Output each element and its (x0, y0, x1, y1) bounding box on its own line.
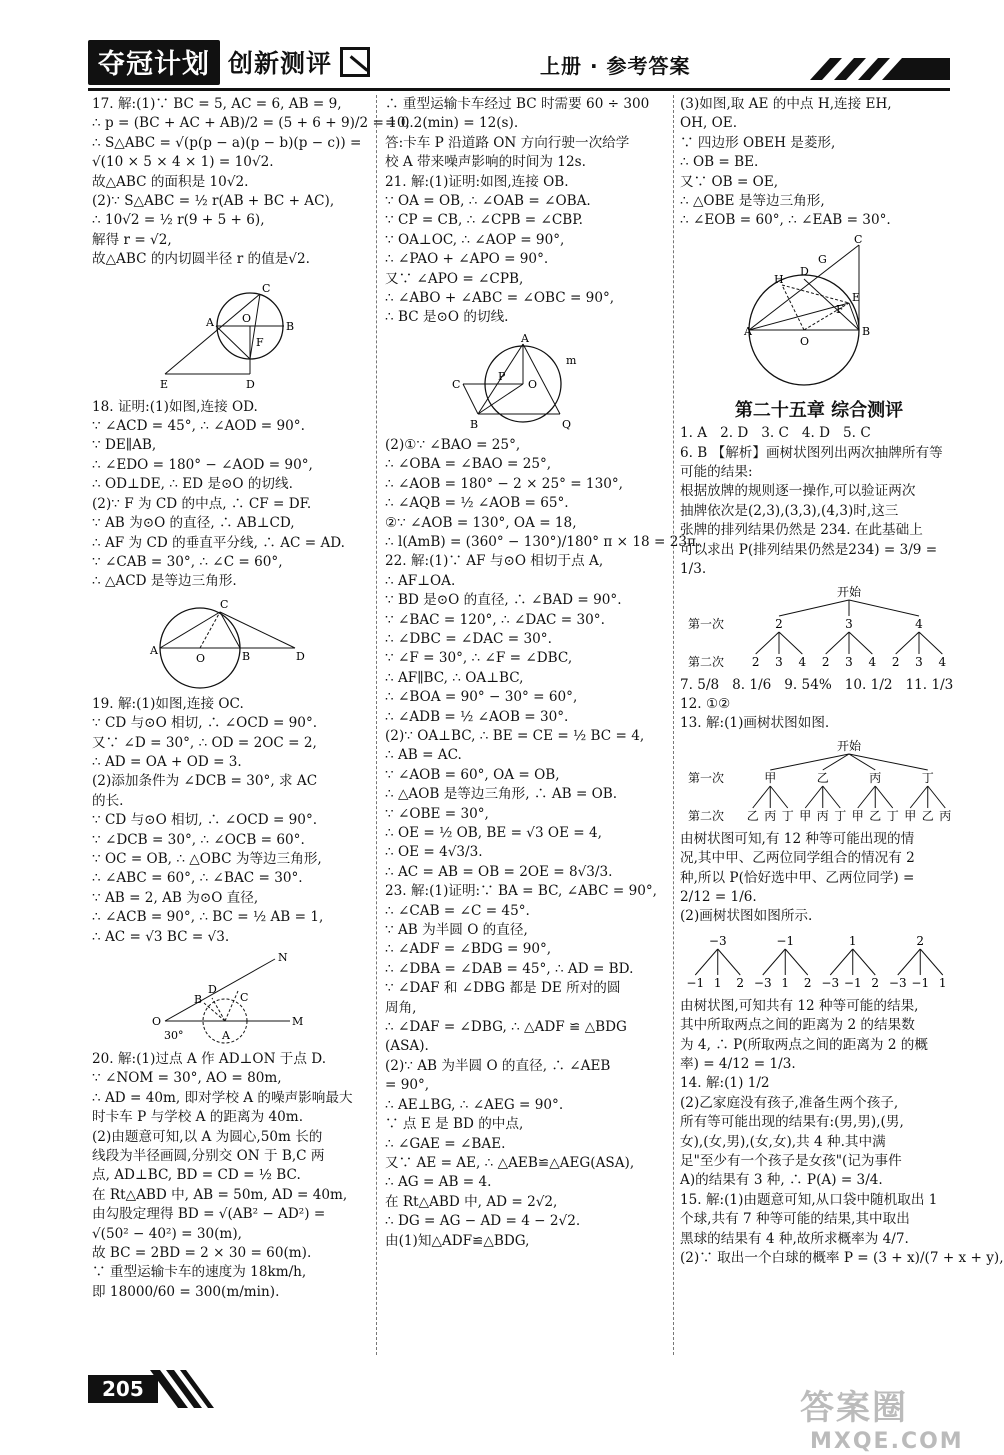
text-line: 为 4, ∴ P(所取两点之间的距离为 2 的概 (680, 1036, 928, 1053)
tree-node-label: 3 (845, 616, 853, 631)
text-line: 由(1)知△ADF≌△BDG, (385, 1232, 530, 1249)
text-line: 2/12 = 1/6. (680, 888, 757, 905)
text-line: (2)∵ S△ABC = ½ r(AB + BC + AC), (92, 193, 335, 210)
tree-node-label: 3 (845, 654, 853, 669)
text-line: ∵ ∠ACD = 45°, ∴ ∠AOD = 90°. (92, 418, 305, 435)
tree-diagram-2 (684, 738, 954, 826)
tree-node-label: 2 (891, 654, 900, 669)
tree-node-label: 乙 (816, 770, 829, 785)
fig-label: G (818, 252, 827, 266)
text-line: 校 A 带来噪声影响的时间为 12s. (385, 154, 586, 171)
fig-label: D (245, 377, 255, 391)
text-line: ∵ ∠DAF 和 ∠DBG 都是 DE 所对的圆 (385, 980, 621, 997)
text-line: ∵ AB = 2, AB 为⊙O 直径, (92, 889, 259, 906)
fig-label: O (195, 651, 205, 665)
text-line: (2)①∵ ∠BAO = 25°, (385, 436, 521, 453)
text-line: 率) = 4/12 = 1/3. (680, 1055, 796, 1072)
text-line: ∵ ∠F = 30°, ∴ ∠F = ∠DBC, (385, 650, 573, 667)
text-line: ∴ ∠BOA = 90° − 30° = 60°, (385, 689, 578, 706)
tree-node-label: 1 (848, 933, 857, 948)
text-line: (2)∵ OA⊥BC, ∴ BE = CE = ½ BC = 4, (385, 727, 645, 744)
tree-node-label: 4 (915, 616, 923, 631)
text-line: ∴ ∠ADB = ½ ∠AOB = 30°. (385, 708, 569, 725)
text-line: ∵ ∠DCB = 30°, ∴ ∠OCB = 60°. (92, 831, 305, 848)
text-line: ∴ AF⊥OA. (385, 572, 456, 589)
tree-node-label: 4 (868, 654, 877, 669)
text-line: 即 18000/60 = 300(m/min). (92, 1283, 280, 1300)
tree-node-label: 开始 (836, 584, 862, 599)
text-line: ∴ AD = OA + OD = 3. (92, 753, 242, 770)
text-line: ∴ ∠EOB = 60°, ∴ ∠EAB = 30°. (680, 212, 891, 229)
figure-19 (150, 596, 310, 691)
text-line: ∴ △ACD 是等边三角形. (92, 573, 237, 590)
tree-branch (849, 632, 872, 654)
tree-node-label: 甲 (799, 808, 812, 823)
figure-23 (744, 232, 894, 395)
fig-label: C (219, 597, 228, 611)
text-line: ∵ CP = CB, ∴ ∠CPB = ∠CBP. (385, 212, 584, 229)
text-line: 7. 5/8 8. 1/6 9. 54% 10. 1/2 11. 1/3 (680, 676, 954, 693)
header-stripes-decoration (790, 58, 950, 80)
tree-branch (896, 632, 919, 654)
fig-label: O (151, 1015, 161, 1028)
text-line: 6. B 【解析】画树状图列出两次抽牌所有等 (680, 444, 943, 461)
text-line: 其中所取两点之间的距离为 2 的结果数 (680, 1017, 915, 1034)
tree-node-label: 第一次 (687, 616, 725, 631)
text-line: ∴ AE⊥BG, ∴ ∠AEG = 90°. (385, 1096, 564, 1113)
tree-node-label: 开始 (836, 738, 862, 753)
text-line: 18. 证明:(1)如图,连接 OD. (92, 398, 258, 415)
text-line: 20. 解:(1)过点 A 作 AD⊥ON 于点 D. (92, 1051, 327, 1067)
tree-node-label: 4 (938, 654, 947, 669)
text-line: ∴ S△ABC = √(p(p − a)(p − b)(p − c)) = (92, 134, 362, 151)
text-line: ∴ △AOB 是等边三角形, ∴ AB = OB. (385, 786, 618, 803)
text-line: (ASA). (385, 1038, 429, 1055)
text-line: ∵ CD 与⊙O 相切, ∴ ∠OCD = 90°. (92, 715, 318, 732)
text-line: ∵ ∠NOM = 30°, AO = 80m, (92, 1070, 282, 1087)
text-line: 的长. (92, 792, 124, 809)
text-line: ∵ CD 与⊙O 相切, ∴ ∠OCD = 90°. (92, 812, 318, 829)
tree-node-label: 丙 (764, 808, 777, 823)
text-line: 14. 解:(1) 1/2 (680, 1075, 770, 1092)
text-line: ∴ 重型运输卡车经过 BC 时需要 60 ÷ 300 (385, 96, 650, 112)
text-line: 17. 解:(1)∵ BC = 5, AC = 6, AB = 9, (92, 96, 342, 112)
text-line: 1. A 2. D 3. C 4. D 5. C (680, 425, 871, 442)
tree-branch (920, 949, 943, 975)
text-line: 个球,共有 7 种等可能的结果,其中取出 (680, 1211, 910, 1228)
fig-label: M (291, 1015, 303, 1028)
fig-label: E (852, 290, 861, 304)
text-line: 由树状图可知,有 12 种等可能出现的情 (680, 830, 915, 847)
text-line: (2)∵ AB 为半圆 O 的直径, ∴ ∠AEB (385, 1057, 611, 1074)
text-line: ∵ AB 为半圆 O 的直径, (385, 922, 528, 939)
tree-branch (779, 632, 802, 654)
column-divider (673, 95, 674, 1355)
text-line: 故△ABC 的内切圆半径 r 的值是√2. (92, 251, 310, 268)
tree-branch (695, 949, 718, 975)
tree-node-label: 丙 (816, 808, 829, 823)
text-line: ∴ OE = 4√3/3. (385, 844, 483, 861)
text-line: 线段为半径画圆,分别交 ON 于 B,C 两 (92, 1148, 325, 1165)
text-line: ∴ BC 是⊙O 的切线. (385, 309, 509, 326)
text-line: ∴ l(AmB) = (360° − 130°)/180° π × 18 = 23π. (385, 533, 701, 550)
text-line: ∴ OB = BE. (680, 154, 759, 171)
tree-branch (849, 754, 928, 770)
brand-subtitle: 创新测评 (228, 49, 333, 78)
fig-label: A (205, 315, 214, 329)
tree-branch (898, 949, 921, 975)
text-line: ∴ AB = AC. (385, 747, 462, 764)
text-line: 23. 解:(1)证明:∵ BA = BC, ∠ABC = 90°, (385, 883, 657, 900)
text-line: ∴ ∠ACB = 90°, ∴ BC = ½ AB = 1, (92, 909, 324, 926)
text-line: 在 Rt△ABD 中, AB = 50m, AD = 40m, (92, 1186, 348, 1203)
tree-node-label: 1 (938, 975, 947, 990)
tree-branch (785, 949, 808, 975)
text-line: 足"至少有一个孩子是女孩"(记为事件 (680, 1153, 902, 1169)
text-line: 可以求出 P(排列结果仍然是234) = 3/9 = (680, 541, 938, 558)
tree-node-label: −1 (911, 975, 930, 990)
text-line: 所有等可能出现的结果有:(男,男),(男, (680, 1114, 904, 1131)
chapter-title: 第二十五章 综合测评 (734, 399, 904, 421)
text-line: A)的结果有 3 种, ∴ P(A) = 3/4. (680, 1172, 883, 1189)
page-number: 205 (88, 1375, 158, 1403)
tree-branch (858, 786, 876, 808)
tree-branch (805, 786, 823, 808)
text-line: OH, OE. (680, 115, 738, 132)
tree-node-label: 丁 (921, 770, 934, 785)
tree-branch (779, 600, 849, 616)
text-line: ∴ ∠OBA = ∠BAO = 25°, (385, 456, 552, 473)
tree-branch (875, 786, 893, 808)
column-3 (680, 95, 1004, 1268)
tree-branch (770, 754, 849, 770)
text-line: ∴ AF∥BC, ∴ OA⊥BC, (385, 669, 524, 686)
text-line: ∴ ∠DBC = ∠DAC = 30°. (385, 630, 552, 647)
tree-node-label: 丁 (886, 808, 899, 823)
text-line: ∴ AF 为 CD 的垂直平分线, ∴ AC = AD. (92, 534, 345, 551)
text-line: (2)添加条件为 ∠DCB = 30°, 求 AC (92, 773, 318, 790)
fig-label: F (836, 302, 844, 316)
tree-node-label: 第二次 (687, 808, 725, 823)
text-line: ∴ AG = AB = 4. (385, 1174, 492, 1191)
text-line: ②∵ ∠AOB = 130°, OA = 18, (385, 514, 577, 531)
text-line: 点, AD⊥BC, BD = CD = ½ BC. (92, 1167, 301, 1184)
text-line: (2)∵ 取出一个白球的概率 P = (3 + x)/(7 + x + y), (680, 1250, 1004, 1267)
tree-branch (830, 949, 853, 975)
text-line: ∴ AD = 40m, 即对学校 A 的噪声影响最大 (92, 1089, 353, 1106)
tree-branch (928, 786, 946, 808)
brand-logo (88, 42, 370, 82)
tree-node-label: 2 (871, 975, 880, 990)
tree-node-label: −3 (821, 975, 840, 990)
fig-label: B (193, 993, 202, 1006)
text-line: 又∵ ∠D = 30°, ∴ OD = 2OC = 2, (92, 734, 317, 751)
tree-node-label: 丙 (939, 808, 952, 823)
text-line: ∵ ∠AOB = 60°, OA = OB, (385, 766, 560, 783)
tree-node-label: 甲 (904, 808, 917, 823)
fig-label: Q (561, 417, 571, 431)
text-line: 由树状图,可知共有 12 种等可能的结果, (680, 997, 919, 1014)
tree-node-label: 2 (821, 654, 830, 669)
fig-label: 30° (163, 1029, 183, 1042)
column-divider (376, 95, 377, 1355)
fig-label: B (285, 319, 294, 333)
footer-stripes-decoration (150, 1370, 230, 1408)
text-line: 13. 解:(1)画树状图如图. (680, 715, 830, 732)
tree-branch (756, 632, 779, 654)
watermark-text: 答案圈 (800, 1388, 908, 1428)
tree-node-label: −3 (708, 933, 727, 948)
text-line: 22. 解:(1)∵ AF 与⊙O 相切于点 A, (385, 553, 604, 570)
text-line: ∴ OE = ½ OB, BE = √3 OE = 4, (385, 825, 602, 841)
text-line: √(50² − 40²) = 30(m), (92, 1225, 242, 1242)
column-2 (385, 95, 701, 1251)
tree-branch (823, 786, 841, 808)
figure-21 (448, 332, 608, 432)
text-line: 女),(女,男),(女,女),共 4 种.其中满 (680, 1133, 886, 1150)
fig-label: B (241, 649, 250, 663)
tree-node-label: 2 (736, 975, 745, 990)
text-line: 张牌的排列结果仍然是 234. 在此基础上 (680, 522, 923, 539)
text-line: ∵ ∠BAC = 120°, ∴ ∠DAC = 30°. (385, 611, 605, 628)
tree-node-label: 丁 (834, 808, 847, 823)
tree-node-label: 4 (798, 654, 807, 669)
text-line: ∵ DE∥AB, (92, 437, 157, 454)
fig-label: m (565, 353, 576, 367)
text-line: ∴ ∠DAF = ∠DBG, ∴ △ADF ≌ △BDG (385, 1019, 627, 1036)
text-line: 故 BC = 2BD = 2 × 30 = 60(m). (92, 1245, 312, 1262)
text-line: ∵ ∠CAB = 30°, ∴ ∠C = 60°, (92, 553, 283, 570)
text-line: ∴ AC = AB = OB = 2OE = 8√3/3. (385, 863, 613, 880)
text-line: 1/3. (680, 561, 707, 578)
fig-label: C (854, 232, 863, 246)
tree-node-label: 甲 (764, 770, 777, 785)
text-line: = 90°, (385, 1077, 430, 1094)
tree-branch (853, 949, 876, 975)
tree-branch (718, 949, 741, 975)
fig-label: A (520, 331, 529, 345)
text-line: 故△ABC 的面积是 10√2. (92, 173, 249, 190)
text-line: ∵ 重型运输卡车的速度为 18km/h, (92, 1264, 307, 1281)
text-line: ∴ ∠PAO + ∠APO = 90°. (385, 251, 549, 268)
checkmark-icon (340, 47, 370, 77)
fig-label: E (159, 377, 168, 391)
header-rule (88, 88, 950, 91)
text-line: 解得 r = √2, (92, 231, 172, 248)
fig-label: B (469, 417, 478, 431)
fig-label: D (800, 264, 809, 278)
tree-node-label: −1 (686, 975, 705, 990)
figure-20 (150, 951, 310, 1046)
text-line: (2)乙家庭没有孩子,准备生两个孩子, (680, 1094, 899, 1111)
text-line: 15. 解:(1)由题意可知,从口袋中随机取出 1 (680, 1191, 938, 1208)
tree-branch (910, 786, 928, 808)
fig-label: A (149, 643, 158, 657)
tree-branch (849, 600, 919, 616)
text-line: (2)画树状图如图所示. (680, 908, 813, 925)
text-line: 由勾股定理得 BD = √(AB² − AD²) = (92, 1206, 326, 1223)
text-line: ∵ BD 是⊙O 的直径, ∴ ∠BAD = 90°. (385, 592, 622, 609)
tree-branch (753, 786, 771, 808)
tree-diagram-1 (684, 584, 954, 672)
tree-node-label: 1 (781, 975, 790, 990)
text-line: ∴ ∠ADF = ∠BDG = 90°, (385, 941, 552, 958)
fig-label: C (261, 281, 270, 295)
fig-label: O (527, 377, 537, 391)
tree-node-label: −1 (843, 975, 862, 990)
fig-label: A (221, 1029, 230, 1042)
tree-node-label: 乙 (921, 808, 934, 823)
text-line: ∵ OA⊥OC, ∴ ∠AOP = 90°, (385, 231, 565, 248)
watermark-url: MXQE.COM (810, 1429, 964, 1454)
tree-node-label: 2 (916, 933, 925, 948)
text-line: 周角, (385, 999, 417, 1016)
tree-node-label: 乙 (746, 808, 759, 823)
text-line: ∴ ∠AOB = 180° − 2 × 25° = 130°, (385, 475, 623, 492)
text-line: 12. ①② (680, 695, 731, 712)
tree-node-label: 丁 (781, 808, 794, 823)
text-line: (2)由题意可知,以 A 为圆心,50m 长的 (92, 1128, 323, 1145)
tree-branch (763, 949, 786, 975)
tree-node-label: 丙 (869, 770, 882, 785)
tree-node-label: 2 (751, 654, 760, 669)
text-line: ∴ ∠ABO + ∠ABC = ∠OBC = 90°, (385, 290, 615, 307)
tree-node-label: 3 (775, 654, 783, 669)
fig-label: A (744, 324, 752, 338)
fig-label: C (239, 991, 248, 1004)
text-line: 又∵ AE = AE, ∴ △AEB≌△AEG(ASA), (385, 1154, 635, 1171)
text-line: ∴ ∠DBA = ∠DAB = 45°, ∴ AD = BD. (385, 960, 634, 977)
text-line: ∴ p = (BC + AC + AB)/2 = (5 + 6 + 9)/2 = 10, (92, 115, 410, 132)
text-line: 黑球的结果有 4 种,故所求概率为 4/7. (680, 1230, 909, 1247)
fig-label: N (277, 951, 288, 964)
tree-node-label: 2 (803, 975, 812, 990)
brand-title: 夺冠计划 (88, 40, 220, 85)
text-line: 在 Rt△ABD 中, AD = 2√2, (385, 1193, 558, 1210)
text-line: = 0.2(min) = 12(s). (385, 115, 519, 132)
text-line: 抽牌依次是(2,3),(3,3),(4,3)时,这三 (680, 502, 899, 519)
fig-label: O (241, 311, 251, 325)
tree-branch (919, 632, 942, 654)
text-line: (2)∵ F 为 CD 的中点, ∴ CF = DF. (92, 495, 312, 512)
text-line: ∴ ∠AQB = ½ ∠AOB = 65°. (385, 495, 569, 512)
text-line: √(10 × 5 × 4 × 1) = 10√2. (92, 154, 274, 171)
text-line: ∵ OC = OB, ∴ △OBC 为等边三角形, (92, 850, 322, 867)
fig-label: H (774, 272, 784, 286)
fig-label: D (207, 983, 217, 996)
text-line: 又∵ OB = OE, (680, 173, 779, 190)
tree-node-label: 2 (775, 616, 783, 631)
watermark (800, 1380, 964, 1454)
text-line: 时卡车 P 与学校 A 的距离为 40m. (92, 1109, 304, 1126)
tree-node-label: 1 (713, 975, 722, 990)
fig-label: D (295, 649, 305, 663)
fig-label: C (451, 377, 460, 391)
text-line: ∴ OD⊥DE, ∴ ED 是⊙O 的切线. (92, 476, 293, 493)
text-line: ∵ AB 为⊙O 的直径, ∴ AB⊥CD, (92, 515, 295, 532)
tree-diagram-3 (684, 931, 954, 993)
text-line: ∴ DG = AG − AD = 4 − 2√2. (385, 1213, 581, 1230)
tree-node-label: 第一次 (687, 770, 725, 785)
text-line: ∵ ∠OBE = 30°, (385, 805, 489, 822)
tree-node-label: −3 (888, 975, 907, 990)
tree-node-label: 3 (915, 654, 923, 669)
tree-node-label: 甲 (851, 808, 864, 823)
fig-label: O (800, 334, 810, 348)
fig-label: B (862, 324, 871, 338)
text-line: 21. 解:(1)证明:如图,连接 OB. (385, 173, 569, 190)
fig-label: F (255, 335, 264, 349)
tree-node-label: 乙 (869, 808, 882, 823)
text-line: ∵ OA = OB, ∴ ∠OAB = ∠OBA. (385, 193, 591, 210)
text-line: ∴ ∠EDO = 180° − ∠AOD = 90°, (92, 456, 313, 473)
tree-node-label: −1 (776, 933, 795, 948)
text-line: ∴ 10√2 = ½ r(9 + 5 + 6), (92, 212, 265, 229)
tree-node-label: −3 (753, 975, 772, 990)
text-line: ∴ ∠CAB = ∠C = 45°. (385, 902, 530, 919)
tree-node-label: 第二次 (687, 654, 725, 669)
tree-branch (770, 786, 788, 808)
text-line: 又∵ ∠APO = ∠CPB, (385, 270, 524, 287)
text-line: ∴ AC = √3 BC = √3. (92, 928, 230, 945)
text-line: ∵ 四边形 OBEH 是菱形, (680, 134, 836, 151)
text-line: ∴ ∠GAE = ∠BAE. (385, 1135, 506, 1152)
text-line: ∵ 点 E 是 BD 的中点, (385, 1116, 524, 1133)
text-line: 19. 解:(1)如图,连接 OC. (92, 695, 244, 712)
text-line: (3)如图,取 AE 的中点 H,连接 EH, (680, 96, 892, 112)
text-line: ∴ △OBE 是等边三角形, (680, 193, 825, 210)
text-line: 根据放牌的规则逐一操作,可以验证两次 (680, 483, 916, 500)
tree-branch (826, 632, 849, 654)
fig-label: P (497, 369, 505, 383)
section-tag: 上册 · 参考答案 (540, 54, 691, 78)
text-line: 答:卡车 P 沿道路 ON 方向行驶一次给学 (385, 134, 630, 151)
text-line: 种,所以 P(恰好选中甲、乙两位同学) = (680, 869, 915, 886)
text-line: 况,其中甲、乙两位同学组合的情况有 2 (680, 850, 915, 867)
text-line: 可能的结果: (680, 464, 753, 481)
figure-18 (150, 274, 310, 394)
page-header (0, 0, 1000, 95)
text-line: ∴ ∠ABC = 60°, ∴ ∠BAC = 30°. (92, 870, 303, 887)
